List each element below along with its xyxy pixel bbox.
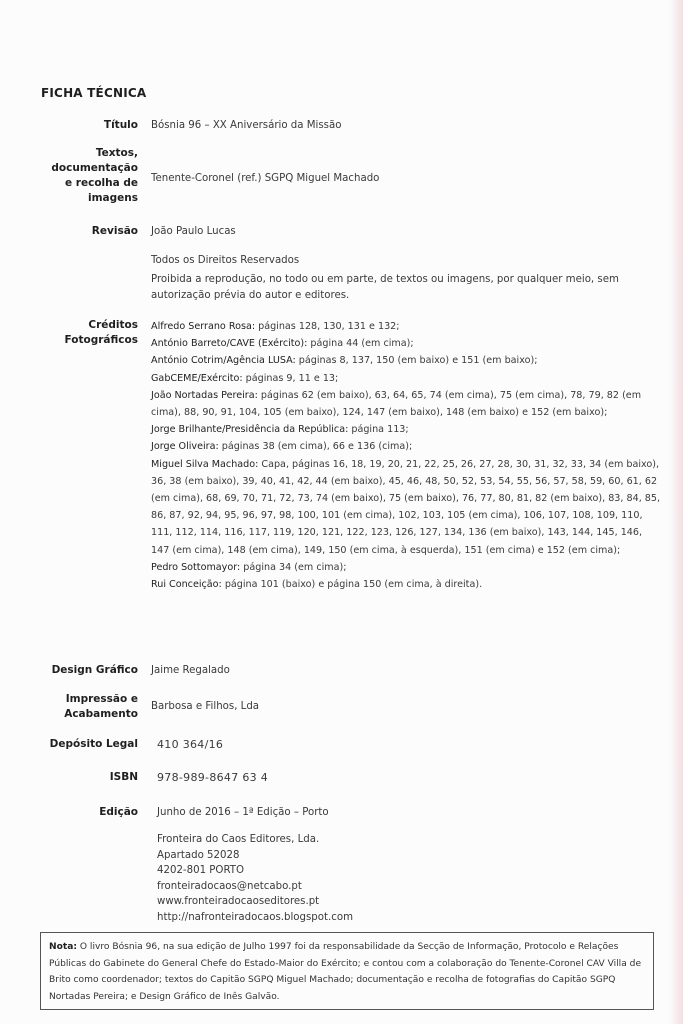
edicao-value: Junho de 2016 – 1ª Edição – Porto	[157, 807, 329, 818]
photo-credits-list	[151, 318, 661, 593]
impressao-value: Barbosa e Filhos, Lda	[151, 701, 260, 712]
textos-label-line: Textos,	[95, 147, 138, 159]
edicao-label: Edição	[99, 806, 138, 818]
rights-line: autorização prévia do autor e editores.	[151, 290, 350, 301]
revisao-label: Revisão	[91, 225, 138, 237]
textos-label	[51, 146, 138, 206]
titulo-value: Bósnia 96 – XX Aniversário da Missão	[151, 120, 342, 131]
impressao-label-line: Acabamento	[64, 708, 138, 720]
credit-name: Rui Conceição:	[151, 579, 222, 591]
publisher-email: fronteiradocaos@netcabo.pt	[157, 880, 302, 892]
impressao-label	[64, 692, 138, 722]
titulo-label: Título	[103, 119, 138, 131]
design-label: Design Gráfico	[51, 664, 138, 676]
creditos-label-line: Créditos	[88, 319, 138, 331]
credit-entry	[151, 559, 661, 576]
credit-entry	[151, 421, 661, 438]
credit-pages: Capa, páginas 16, 18, 19, 20, 21, 22, 25, 26, 27, 28, 30, 31, 32, 33, 34 (em baixo), 36, 38 (em baixo), 39, 40, 41, 42, 44 (em baixo), 45, 46, 48, 50, 52, 53, 54, 55, 56, 57, 58, 59, 60, 61, 62 (em cima), 68, 69, 70, 71, 72, 73, 74 (em baixo), 75 (em baixo), 76, 77, 80, 81, 82 (em baixo), 83, 84, 85, 86, 87, 92, 94, 95, 96, 97, 98, 100, 101 (em cima), 102, 103, 105 (em cima), 106, 107, 108, 109, 110, 111, 112, 114, 116, 117, 119, 120, 121, 122, 123, 126, 127, 134, 136 (em baixo), 143, 144, 145, 146, 147 (em cima), 148 (em cima), 149, 150 (em cima, à esquerda), 151 (em cima) e 152 (em cima);	[151, 458, 661, 556]
credit-name: GabCEME/Exército:	[151, 372, 243, 384]
textos-label-line: e recolha de	[65, 177, 138, 189]
textos-value: Tenente-Coronel (ref.) SGPQ Miguel Machado	[151, 173, 380, 184]
credit-entry	[151, 352, 661, 369]
credit-name: António Cotrim/Agência LUSA:	[151, 355, 296, 367]
credit-entry	[151, 576, 661, 593]
note-text: O livro Bósnia 96, na sua edição de Julho 1997 foi da responsabilidade da Secção de Informação, Protocolo e Relações Públicas do Gabinete do General Chefe do Estado-Maior do Exército; e contou com a colaboração do Tenente-Coronel CAV Villa de Brito como coordenador; textos do Capitão SGPQ Miguel Machado; documentação e recolha de fotografias do Capitão SGPQ Nortadas Pereira; e Design Gráfico de Inês Galvão.	[49, 942, 642, 1002]
page-edge-tint	[669, 0, 683, 1024]
textos-label-line: documentação	[51, 162, 138, 174]
rights-line: Proibida a reprodução, no todo ou em parte, de textos ou imagens, por qualquer meio, sem	[151, 274, 619, 285]
credit-pages: páginas 8, 137, 150 (em baixo) e 151 (em baixo);	[295, 355, 538, 367]
isbn-value: 978-989-8647 63 4	[157, 771, 269, 784]
note-box	[40, 932, 654, 1010]
credit-name: Jorge Oliveira:	[151, 441, 219, 453]
creditos-label-line: Fotográficos	[64, 334, 138, 346]
credit-pages: páginas 128, 130, 131 e 132;	[255, 321, 400, 332]
deposito-label: Depósito Legal	[49, 738, 138, 750]
rights-line: Todos os Direitos Reservados	[151, 255, 300, 266]
credit-name: João Nortadas Pereira:	[151, 389, 258, 401]
isbn-label: ISBN	[109, 771, 138, 783]
deposito-value: 410 364/16	[157, 738, 224, 751]
credit-entry	[151, 370, 661, 387]
textos-label-line: imagens	[88, 192, 138, 204]
credit-name: António Barreto/CAVE (Exército):	[151, 338, 308, 350]
credit-pages: página 101 (baixo) e página 150 (em cima, à direita).	[221, 579, 483, 591]
revisao-value: João Paulo Lucas	[151, 226, 236, 237]
credit-pages: página 113;	[348, 424, 409, 436]
credit-pages: páginas 38 (em cima), 66 e 136 (cima);	[218, 441, 413, 453]
credit-name: Miguel Silva Machado:	[151, 458, 259, 470]
publisher-name: Fronteira do Caos Editores, Lda.	[157, 834, 320, 845]
creditos-label	[65, 318, 138, 348]
credit-pages: páginas 62 (em baixo), 63, 64, 65, 74 (em cima), 75 (em cima), 78, 79, 82 (em cima), 88, 90, 91, 104, 105 (em baixo), 124, 147 (em baixo), 148 (em baixo) e 152 (em baixo);	[151, 389, 642, 419]
impressao-label-line: Impressão e	[65, 693, 138, 705]
credit-name: Alfredo Serrano Rosa:	[151, 321, 256, 332]
publisher-postcode: 4202-801 PORTO	[157, 865, 245, 877]
page-title: FICHA TÉCNICA	[41, 86, 147, 100]
credit-pages: página 44 (em cima);	[307, 338, 414, 350]
credit-entry	[151, 387, 661, 421]
credit-entry	[151, 456, 661, 559]
credit-entry	[151, 335, 661, 352]
credit-name: Pedro Sottomayor:	[151, 561, 241, 573]
publisher-website: www.fronteiradocaoseditores.pt	[157, 896, 320, 908]
publisher-po-box: Apartado 52028	[157, 849, 240, 861]
publisher-address	[157, 832, 353, 926]
credit-entry	[151, 318, 661, 335]
credit-entry	[151, 438, 661, 455]
credit-pages: página 34 (em cima);	[240, 561, 347, 573]
note-label: Nota:	[49, 942, 77, 952]
credit-name: Jorge Brilhante/Presidência da República:	[151, 424, 349, 436]
design-value: Jaime Regalado	[151, 665, 230, 676]
publisher-blog: http://nafronteiradocaos.blogspot.com	[157, 911, 353, 923]
credit-pages: páginas 9, 11 e 13;	[242, 372, 339, 384]
